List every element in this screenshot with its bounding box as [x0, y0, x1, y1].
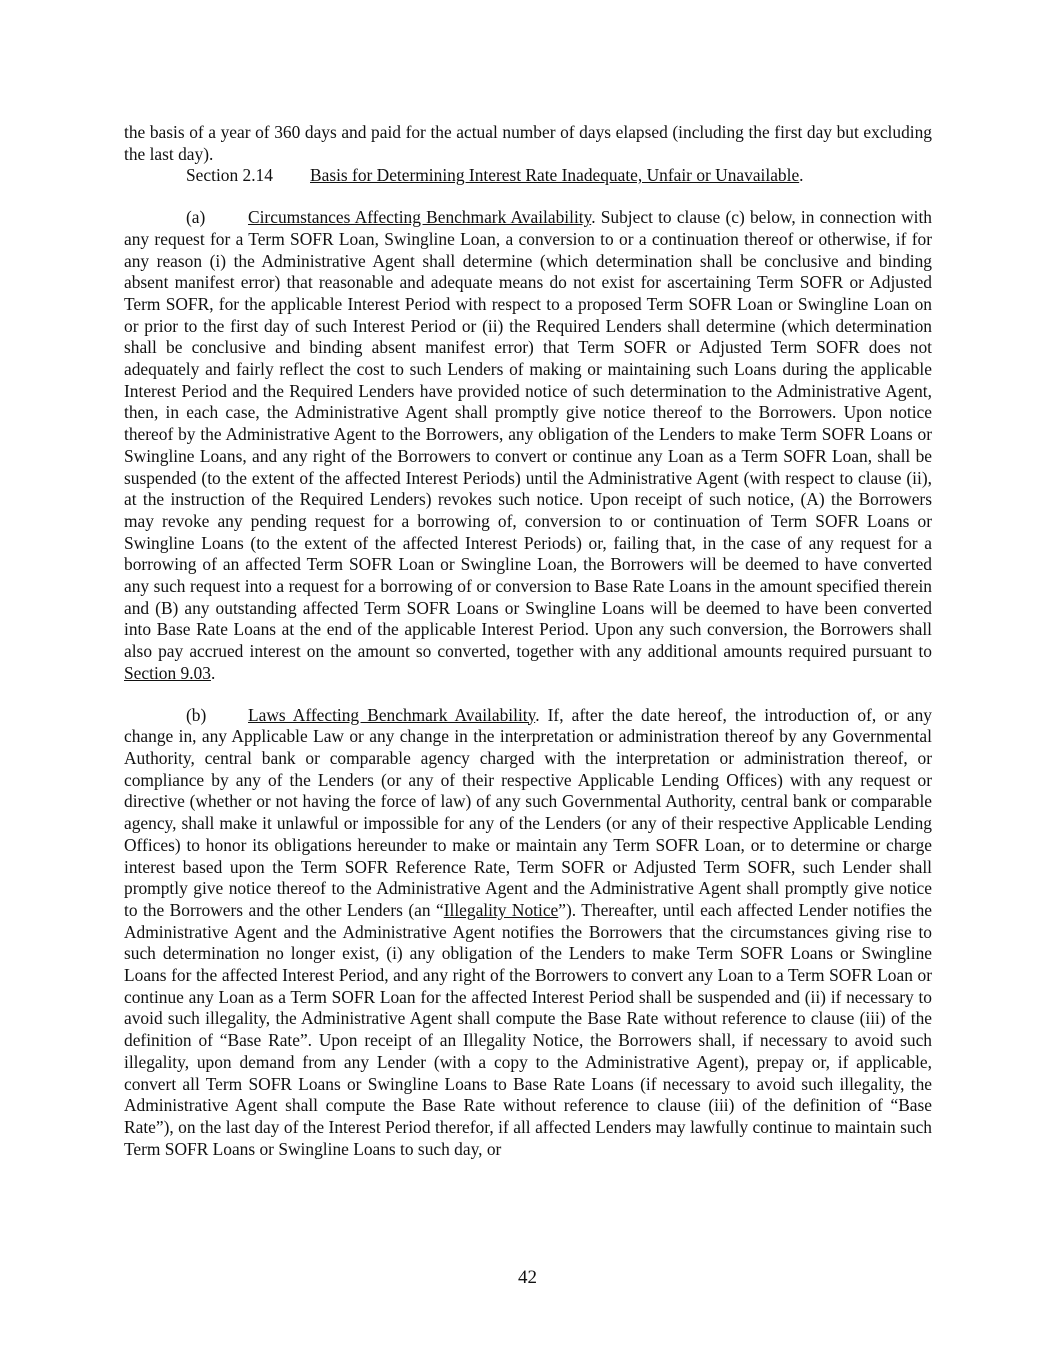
section-title-suffix: . [799, 165, 804, 186]
page-number: 42 [518, 1267, 537, 1288]
clause-a-body: . Subject to clause (c) below, in connection with any request for a Term SOFR Loan, Swingline Loan, a conversion to or a continuation thereof or otherwise, if for any reason (i) the Administrative Agent shall determine (which determination shall be conclusive and binding absent manifest error) that reasonable and adequate means do not exist for ascertaining Term SOFR or Adjusted Term SOFR, for the applicable Interest Period with respect to a proposed Term SOFR Loan or Swingline Loan on or prior to the first day of such Interest Period or (ii) the Required Lenders shall determine (which determination shall be conclusive and binding absent manifest error) that Term SOFR or Adjusted Term SOFR does not adequately and fairly reflect the cost to such Lenders of making or maintaining such Loans during the applicable Interest Period and the Required Lenders have provided notice of such determination to the Administrative Agent, then, in each case, the Administrative Agent shall promptly give notice thereof to the Borrowers. Upon notice thereof by the Administrative Agent to the Borrowers, any obligation of the Lenders to make Term SOFR Loans or Swingline Loans, and any right of the Borrowers to convert or continue any Loan as a Term SOFR Loan, shall be suspended (to the extent of the affected Interest Periods) until the Administrative Agent (with respect to clause (ii), at the instruction of the Required Lenders) revokes such notice. Upon receipt of such notice, (A) the Borrowers may revoke any pending request for a borrowing of, conversion to or continuation of Term SOFR Loans or Swingline Loans (to the extent of the affected Interest Periods) or, failing that, in the case of any request for a borrowing of an affected Term SOFR Loan or Swingline Loan, the Borrowers will be deemed to have converted any such request into a request for a borrowing of or conversion to Base Rate Loans in the amount specified therein and (B) any outstanding affected Term SOFR Loans or Swingline Loans will be deemed to have been converted into Base Rate Loans at the end of the applicable Interest Period. Upon any such conversion, the Borrowers shall also pay accrued interest on the amount so converted, together with any additional amounts required pursuant to [124, 207, 933, 662]
clause-a-paragraph [124, 207, 932, 684]
defined-term-illegality-notice: Illegality Notice [443, 899, 559, 920]
clause-b-body-continued: ”). Thereafter, until each affected Lender notifies the Administrative Agent and the Administrative Agent notifies the Borrowers that the circumstances giving rise to such determination no longer exist, (i) any obligation of the Lenders to make Term SOFR Loans or Swingline Loans for the affected Interest Period, and any right of the Borrowers to convert any Loan to a Term SOFR Loan or continue any Loan as a Term SOFR Loan for the affected Interest Period shall be suspended and (ii) if necessary to avoid such illegality, the Administrative Agent shall compute the Base Rate without reference to clause (iii) of the definition of “Base Rate”. Upon receipt of an Illegality Notice, the Borrowers shall, if necessary to avoid such illegality, upon demand from any Lender (with a copy to the Administrative Agent), prepay or, if applicable, convert all Term SOFR Loans or Swingline Loans to Base Rate Loans (if necessary to avoid such illegality, the Administrative Agent shall compute the Base Rate without reference to clause (iii) of the definition of “Base Rate”), on the last day of the Interest Period therefor, if all affected Lenders may lawfully continue to maintain such Term SOFR Loans or Swingline Loans to such day, or [124, 899, 932, 1159]
clause-a-label: (a) [186, 207, 206, 228]
intro-paragraph: the basis of a year of 360 days and paid for the actual number of days elapsed (including the first day but excluding the last day). [124, 122, 932, 164]
clause-b-label: (b) [186, 704, 207, 725]
document-page [124, 122, 932, 1160]
section-title: Basis for Determining Interest Rate Inadequate, Unfair or Unavailable [310, 165, 800, 186]
section-reference-link: Section 9.03 [124, 662, 211, 683]
section-number: Section 2.14 [186, 165, 273, 186]
clause-a-body-end: . [210, 662, 216, 683]
clause-b-paragraph [124, 705, 932, 1161]
clause-a-heading: Circumstances Affecting Benchmark Availability [248, 207, 592, 228]
clause-b-heading: Laws Affecting Benchmark Availability [248, 704, 536, 725]
section-heading [124, 165, 932, 187]
clause-b-body: . If, after the date hereof, the introduction of, or any change in, any Applicable Law or any change in the interpretation or administration thereof by any Governmental Authority, central bank or comparable agency charged with the interpretation or administration thereof, or compliance by any of the Lenders (or any of their respective Applicable Lending Offices) with any request or directive (whether or not having the force of law) of any such Governmental Authority, central bank or comparable agency, shall make it unlawful or impossible for any of the Lenders (or any of their respective Applicable Lending Offices) to honor its obligations hereunder to make or maintain any Term SOFR Loan, or to determine or charge interest based upon the Term SOFR Reference Rate, Term SOFR or Adjusted Term SOFR, such Lender shall promptly give notice thereof to the Administrative Agent and the Administrative Agent shall promptly give notice to the Borrowers and the other Lenders (an “ [124, 704, 932, 920]
